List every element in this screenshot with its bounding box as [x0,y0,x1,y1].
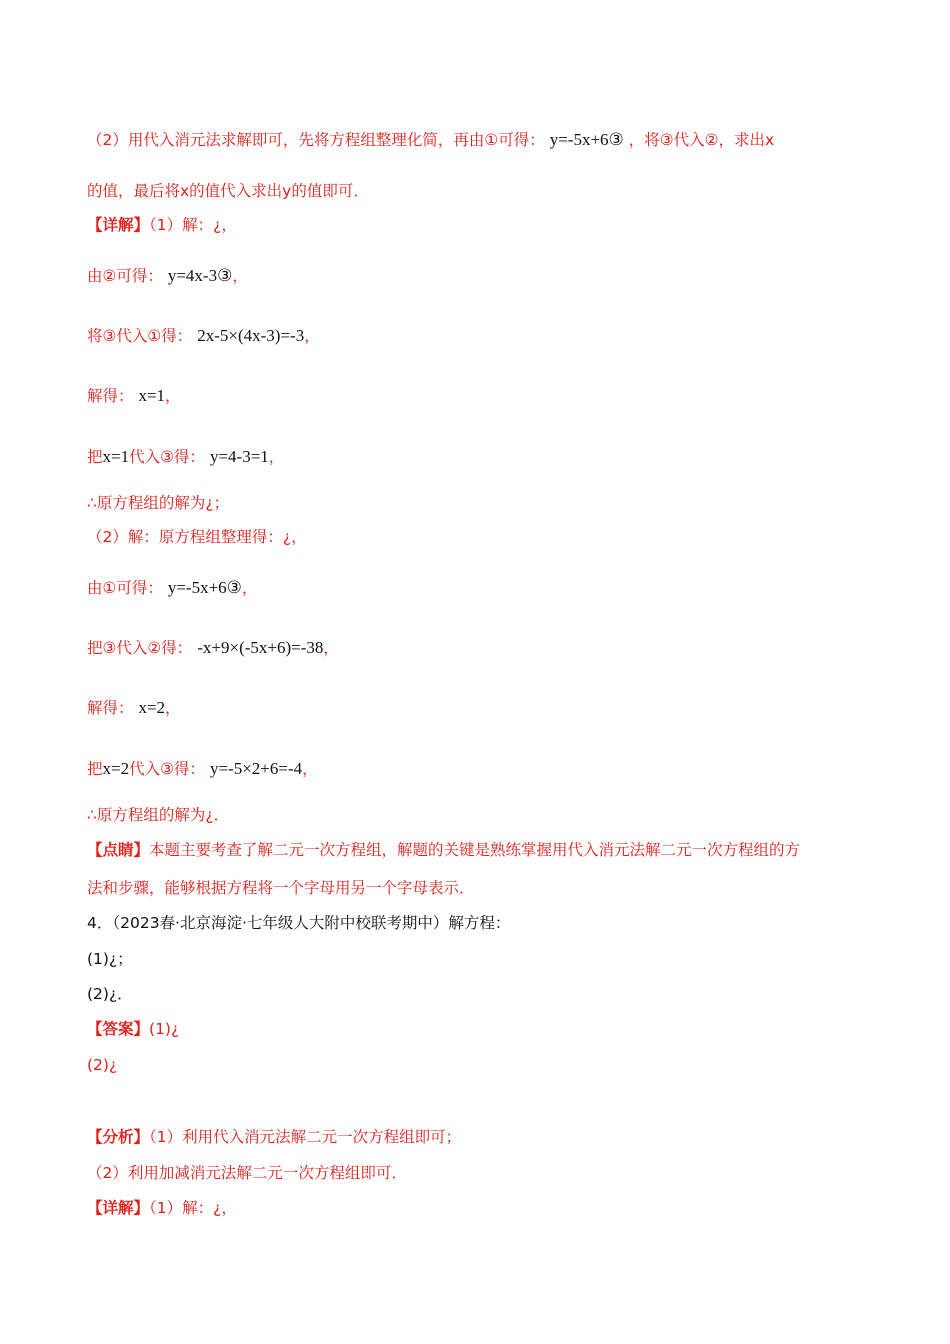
analysis-2-tail: ，将③代入②，求出x [628,131,775,149]
problem-4-header: 4．（2023春·北京海淀·七年级人大附中校联考期中）解方程： [87,914,511,932]
answer-tag: 【答案】 [87,1020,150,1038]
analysis-tag: 【分析】 [87,1128,150,1146]
step-text: 把 [87,448,103,466]
detail-label: （1）解：¿， [149,1199,237,1217]
step-end: ， [302,760,318,778]
comment-tag: 【点睛】 [87,841,150,859]
step-equation: y=-5x+6③ [167,578,242,597]
problem-4-q1: (1)¿； [87,950,133,968]
step-equation: x=1 [138,386,166,405]
step-text: 由②可得： [87,267,163,285]
problem-4-analysis-2: （2）利用加减消元法解二元一次方程组即可． [87,1164,407,1182]
detail-2-step-3 [87,696,181,720]
detail-1-conclusion: ∴原方程组的解为¿； [87,494,230,512]
analysis-text: （1）利用代入消元法解二元一次方程组即可； [149,1128,462,1146]
step-equation: x=2 [138,698,166,717]
detail-1-step-2 [87,324,320,348]
step-text: 代入③得： [129,448,206,466]
problem-4-detail [87,1196,237,1220]
detail-2-conclusion: ∴原方程组的解为¿． [87,806,230,824]
step-equation: x=2 [102,759,130,778]
comment-text: 本题主要考查了解二元一次方程组，解题的关键是熟练掌握用代入消元法解二元一次方程组的方 [149,841,801,859]
step-text: 将③代入①得： [87,327,193,345]
analysis-2-line-2: 的值，最后将x的值代入求出y的值即可． [87,182,369,200]
step-end: ， [165,699,181,717]
comment-line-1 [87,838,800,862]
problem-4-q2: (2)¿． [87,985,133,1003]
step-text: 解得： [87,699,134,717]
problem-4-analysis-1 [87,1125,461,1149]
step-equation: y=4x-3③ [167,266,233,285]
detail-2-step-1 [87,576,257,600]
analysis-2-equation: y=-5x+6③ [549,130,624,149]
detail-1-step-1 [87,264,248,288]
detail-2-step-4 [87,757,318,781]
detail-2-header: （2）解：原方程组整理得：¿， [87,528,307,546]
detail-2-step-2 [87,636,339,660]
step-equation: y=-5×2+6=-4 [209,759,303,778]
step-text: 解得： [87,387,134,405]
step-end: ， [323,639,339,657]
analysis-2-text: （2）用代入消元法求解即可，先将方程组整理化简，再由①可得： [87,131,545,149]
problem-4-answer-2: (2)¿ [87,1056,118,1074]
step-equation: x=1 [102,447,130,466]
step-end: ， [268,448,285,466]
detail-1-label: （1）解：¿， [149,216,237,234]
step-end: ， [241,579,258,597]
step-equation: -x+9×(-5x+6)=-38 [197,638,324,657]
detail-tag: 【详解】 [87,1199,150,1217]
step-end: ， [232,267,248,285]
step-text: 把 [87,760,103,778]
detail-1-step-4 [87,445,284,469]
analysis-2-line-1 [87,128,774,152]
detail-1-step-3 [87,384,181,408]
step-end: ， [165,387,181,405]
detail-1-header [87,213,237,237]
step-equation: 2x-5×(4x-3)=-3 [197,326,305,345]
step-text: 代入③得： [129,760,206,778]
step-text: 由①可得： [87,579,163,597]
step-equation: y=4-3=1 [209,447,269,466]
step-end: ， [304,327,320,345]
detail-tag: 【详解】 [87,216,150,234]
answer-1: (1)¿ [149,1020,180,1038]
step-text: 把③代入②得： [87,639,193,657]
comment-line-2: 法和步骤，能够根据方程将一个字母用另一个字母表示． [87,879,475,897]
problem-4-answer [87,1017,179,1041]
